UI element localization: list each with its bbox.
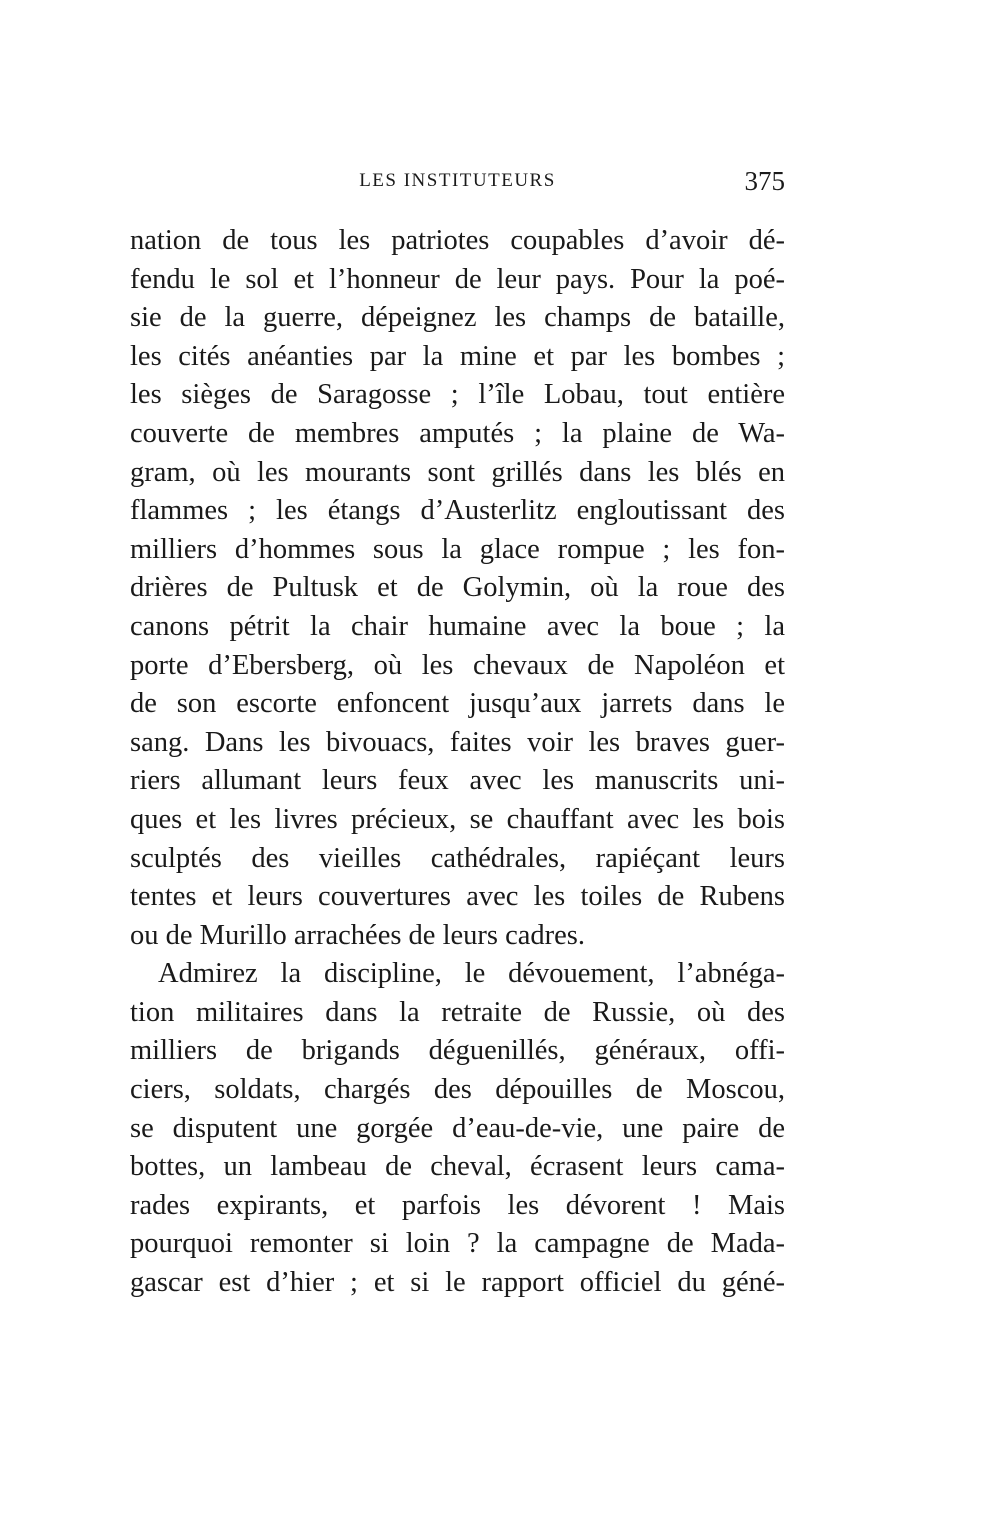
page-number: 375	[744, 166, 785, 196]
text-line: Admirez la discipline, le dévouement, l’abnéga-	[158, 958, 785, 990]
text-line: canons pétrit la chair humaine avec la boue ; la	[130, 610, 785, 642]
text-line: flammes ; les étangs d’Austerlitz engloutissant des	[130, 495, 785, 527]
text-line: drières de Pultusk et de Golymin, où la roue des	[130, 572, 785, 604]
text-line: ou de Murillo arrachées de leurs cadres.	[130, 919, 586, 951]
paragraph-2	[130, 955, 785, 1302]
text-line: nation de tous les patriotes coupables d’avoir dé-	[130, 225, 785, 256]
text-line: ciers, soldats, chargés des dépouilles de Moscou,	[130, 1074, 785, 1106]
text-line: gram, où les mourants sont grillés dans les blés en	[130, 456, 785, 488]
text-line: sculptés des vieilles cathédrales, rapiéçant leurs	[130, 842, 785, 874]
text-line: bottes, un lambeau de cheval, écrasent leurs cama-	[130, 1151, 785, 1183]
text-line: se disputent une gorgée d’eau-de-vie, une paire de	[130, 1112, 785, 1144]
text-line: tion militaires dans la retraite de Russie, où des	[130, 996, 785, 1028]
body-text	[130, 222, 785, 1303]
text-line: couverte de membres amputés ; la plaine de Wa-	[130, 417, 785, 449]
text-line: fendu le sol et l’honneur de leur pays. Pour la poé-	[130, 263, 785, 295]
text-line: milliers d’hommes sous la glace rompue ; les fon-	[130, 533, 785, 565]
paragraph-1	[130, 222, 785, 955]
text-line: de son escorte enfoncent jusqu’aux jarrets dans le	[130, 688, 785, 720]
text-line: pourquoi remonter si loin ? la campagne de Mada-	[130, 1228, 785, 1260]
text-line: sang. Dans les bivouacs, faites voir les braves guer-	[130, 726, 785, 758]
text-line: les cités anéanties par la mine et par les bombes ;	[130, 340, 785, 372]
text-line: gascar est d’hier ; et si le rapport officiel du géné-	[130, 1267, 785, 1299]
text-line: les sièges de Saragosse ; l’île Lobau, tout entière	[130, 379, 785, 411]
text-line: milliers de brigands déguenillés, généraux, offi-	[130, 1035, 785, 1067]
text-line: sie de la guerre, dépeignez les champs de bataille,	[130, 302, 785, 334]
text-line: ques et les livres précieux, se chauffant avec les bois	[130, 803, 785, 835]
running-title: LES INSTITUTEURS	[359, 170, 556, 191]
running-head	[130, 166, 785, 202]
text-line: porte d’Ebersberg, où les chevaux de Napoléon et	[130, 649, 785, 681]
text-line: riers allumant leurs feux avec les manuscrits uni-	[130, 765, 785, 797]
text-line: rades expirants, et parfois les dévorent ! Mais	[130, 1189, 785, 1221]
text-line: tentes et leurs couvertures avec les toiles de Rubens	[130, 881, 785, 913]
